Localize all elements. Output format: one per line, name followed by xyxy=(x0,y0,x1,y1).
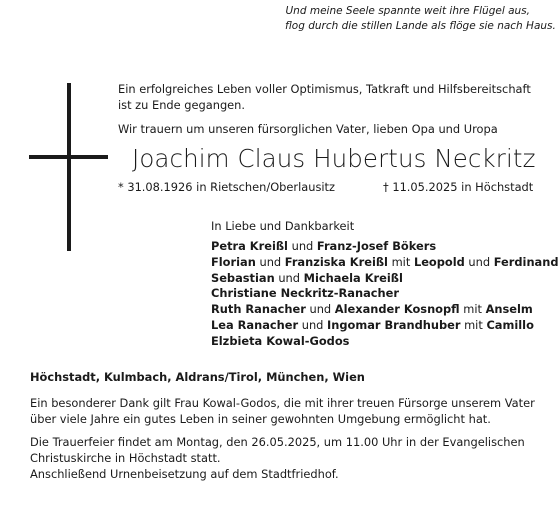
family-name: Leopold xyxy=(413,254,465,269)
family-name: Alexander Kosnopfl xyxy=(334,302,460,317)
family-name: Christiane Neckritz-Ranacher xyxy=(211,286,399,301)
family-name: Franziska Kreißl xyxy=(284,254,388,269)
funeral-line-3: Anschließend Urnenbeisetzung auf dem Stadtfriedhof. xyxy=(30,467,339,481)
places-line: Höchstadt, Kulmbach, Aldrans/Tirol, München, Wien xyxy=(30,370,365,384)
thanks-line-1: Ein besonderer Dank gilt Frau Kowal-Godos, die mit ihrer treuen Fürsorge unserem Vater xyxy=(30,396,535,410)
family-row xyxy=(211,286,559,302)
thanks-line-2: über viele Jahre ein gutes Leben in seiner gewohnten Umgebung ermöglicht hat. xyxy=(30,412,491,426)
family-name: Lea Ranacher xyxy=(211,317,299,332)
connector: mit xyxy=(464,317,483,332)
family-name: Michaela Kreißl xyxy=(303,270,403,285)
connector: mit xyxy=(391,254,411,269)
connector: und xyxy=(259,254,282,269)
birth-date: * 31.08.1926 in Rietschen/Oberlausitz xyxy=(118,180,335,194)
connector: und xyxy=(301,317,324,332)
poem-line-1: Und meine Seele spannte weit ihre Flügel aus, xyxy=(285,5,530,17)
family-row xyxy=(211,334,559,350)
family-name: Ingomar Brandhuber xyxy=(327,317,461,332)
thanks-text xyxy=(30,395,540,427)
mourning-line xyxy=(118,121,538,137)
family-name: Elzbieta Kowal-Godos xyxy=(211,333,350,348)
family-name: Ruth Ranacher xyxy=(211,302,306,317)
family-name: Petra Kreißl xyxy=(211,239,288,253)
family-name: Anselm xyxy=(485,302,533,317)
family-row xyxy=(211,302,559,318)
poem-verse xyxy=(285,4,556,34)
funeral-line-2: Christuskirche in Höchstadt statt. xyxy=(30,451,221,465)
family-name: Camillo xyxy=(486,317,534,332)
family-name: Sebastian xyxy=(211,270,275,285)
funeral-text xyxy=(30,434,540,482)
intro-line-1: Ein erfolgreiches Leben voller Optimismus, Tatkraft und Hilfsbereitschaft xyxy=(118,82,531,96)
love-line: In Liebe und Dankbarkeit xyxy=(211,219,355,233)
family-row xyxy=(211,318,559,334)
intro-line-2: ist zu Ende gegangen. xyxy=(118,98,246,112)
family-list xyxy=(211,239,559,350)
cross-icon xyxy=(67,83,71,251)
family-row xyxy=(211,271,559,287)
connector: und xyxy=(468,254,491,269)
connector: und xyxy=(291,239,314,253)
death-date: † 11.05.2025 in Höchstadt xyxy=(383,180,534,194)
intro-text xyxy=(118,81,538,113)
connector: mit xyxy=(463,302,482,317)
connector: und xyxy=(309,302,332,317)
cross-icon-bar xyxy=(29,155,108,159)
family-name: Ferdinand xyxy=(493,254,559,269)
family-row xyxy=(211,255,559,271)
family-name: Franz-Josef Bökers xyxy=(316,239,437,253)
poem-line-2: flog durch die stillen Lande als flöge sie nach Haus. xyxy=(285,20,556,32)
mourning-text: Wir trauern um unseren fürsorglichen Vater, lieben Opa und Uropa xyxy=(118,122,498,136)
family-row xyxy=(211,239,559,255)
deceased-name: Joachim Claus Hubertus Neckritz xyxy=(132,144,536,173)
funeral-line-1: Die Trauerfeier findet am Montag, den 26.05.2025, um 11.00 Uhr in der Evangelischen xyxy=(30,435,525,449)
family-name: Florian xyxy=(211,254,256,269)
connector: und xyxy=(278,270,300,285)
